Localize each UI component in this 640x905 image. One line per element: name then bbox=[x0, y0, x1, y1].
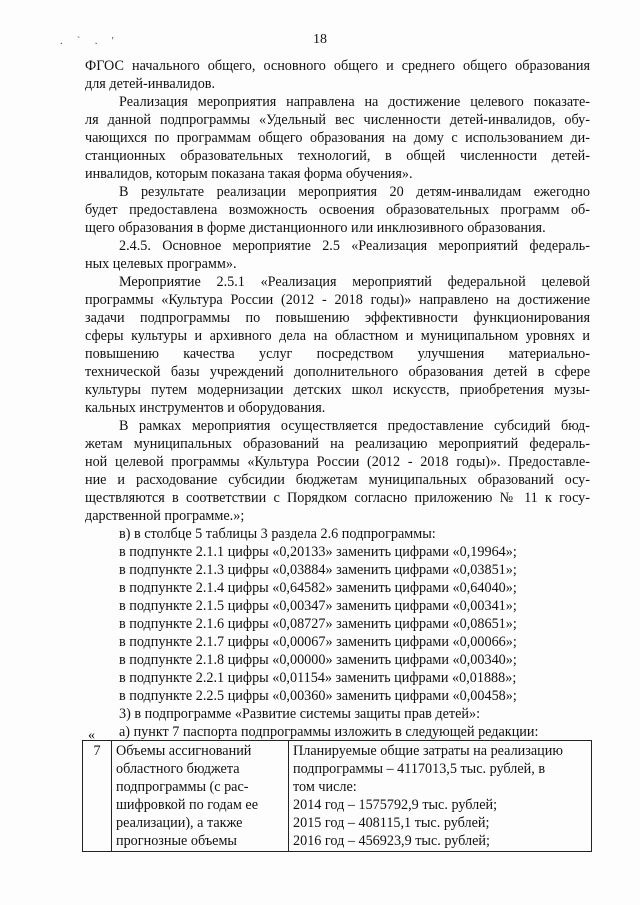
name-line: подпрограммы (с рас- bbox=[116, 779, 249, 795]
value-line: подпрограммы – 4117013,5 тыс. рублей, в bbox=[293, 761, 546, 777]
table-row bbox=[83, 741, 592, 852]
paragraph-line: в) в столбце 5 таблицы 3 раздела 2.6 подпрограммы: bbox=[119, 526, 436, 542]
value-line: том числе: bbox=[293, 779, 357, 795]
row-name-cell bbox=[112, 741, 289, 852]
paragraph-line: ществляются в соответствии с Порядком согласно приложению № 11 к госу- bbox=[85, 490, 590, 506]
paragraph-line: в подпункте 2.1.1 цифры «0,20133» заменить цифрами «0,19964»; bbox=[119, 544, 517, 560]
paragraph-line: повышению качества услуг посредством улучшения материально- bbox=[85, 346, 590, 362]
paragraph-line: культуры путем модернизации детских школ искусств, приобретения музы- bbox=[85, 382, 590, 398]
value-line: 2016 год – 456923,9 тыс. рублей; bbox=[293, 833, 490, 849]
paragraph-line: 3) в подпрограмме «Развитие системы защиты прав детей»: bbox=[119, 706, 481, 722]
paragraph-line: ля данной подпрограммы «Удельный вес численности детей-инвалидов, обу- bbox=[85, 112, 590, 128]
value-line: 2015 год – 408115,1 тыс. рублей; bbox=[293, 815, 490, 831]
paragraph-line: щего образования в форме дистанционного или инклюзивного образования. bbox=[85, 220, 546, 236]
paragraph-line: будет предоставлена возможность освоения образовательных программ об- bbox=[85, 202, 590, 218]
scan-specks: . ` . ' bbox=[60, 36, 120, 47]
row-value-cell bbox=[289, 741, 592, 852]
paragraph-line: в подпункте 2.2.1 цифры «0,01154» заменить цифрами «0,01888»; bbox=[119, 670, 517, 686]
paragraph-line: ФГОС начального общего, основного общего и среднего общего образования bbox=[85, 58, 590, 74]
name-line: реализации), а также bbox=[116, 815, 243, 831]
paragraph-line: задачи подпрограммы по повышению эффективности функционирования bbox=[85, 310, 590, 326]
paragraph-line: в подпункте 2.2.5 цифры «0,00360» заменить цифрами «0,00458»; bbox=[119, 688, 517, 704]
paragraph-line: чающихся по программам общего образования на дому с использованием ди- bbox=[85, 130, 590, 146]
paragraph-line: сферы культуры и архивного дела на областном и муниципальном уровнях и bbox=[85, 328, 590, 344]
paragraph-line: ных целевых программ». bbox=[85, 256, 237, 272]
paragraph-line: программы «Культура России (2012 - 2018 годы)» направлено на достижение bbox=[85, 292, 590, 308]
row-number-cell: 7 bbox=[83, 741, 112, 852]
name-line: областного бюджета bbox=[116, 761, 240, 777]
paragraph-line: в подпункте 2.1.5 цифры «0,00347» заменить цифрами «0,00341»; bbox=[119, 598, 517, 614]
value-line: Планируемые общие затраты на реализацию bbox=[293, 743, 563, 759]
paragraph-line: станционных образовательных технологий, в общей численности детей- bbox=[85, 148, 590, 164]
paragraph-line: кальных инструментов и оборудования. bbox=[85, 400, 326, 416]
document-body bbox=[85, 57, 590, 741]
subprogram-passport-table bbox=[82, 740, 592, 852]
page-number: 18 bbox=[313, 32, 327, 47]
value-line: 2014 год – 1575792,9 тыс. рублей; bbox=[293, 797, 498, 813]
paragraph-line: Реализация мероприятия направлена на достижение целевого показате- bbox=[119, 94, 590, 110]
paragraph-line: 2.4.5. Основное мероприятие 2.5 «Реализация мероприятий федераль- bbox=[119, 238, 590, 254]
name-line: Объемы ассигнований bbox=[116, 743, 252, 759]
paragraph-line: в подпункте 2.1.6 цифры «0,08727» заменить цифрами «0,08651»; bbox=[119, 616, 517, 632]
name-line: шифровкой по годам ее bbox=[116, 797, 259, 813]
paragraph-line: жетам муниципальных образований на реализацию мероприятий федераль- bbox=[85, 436, 590, 452]
paragraph-line: в подпункте 2.1.8 цифры «0,00000» заменить цифрами «0,00340»; bbox=[119, 652, 517, 668]
paragraph-line: ние и расходование субсидии бюджетам муниципальных образований осу- bbox=[85, 472, 590, 488]
paragraph-line: дарственной программе.»; bbox=[85, 508, 245, 524]
paragraph-line: для детей-инвалидов. bbox=[85, 76, 216, 92]
paragraph-line: инвалидов, которым показана такая форма обучения». bbox=[85, 166, 413, 182]
paragraph-line: Мероприятие 2.5.1 «Реализация мероприятий федеральной целевой bbox=[119, 274, 590, 290]
paragraph-line: технической базы учреждений дополнительного образования детей в сфере bbox=[85, 364, 590, 380]
paragraph-line: ной целевой программы «Культура России (2012 - 2018 годы)». Предоставле- bbox=[85, 454, 590, 470]
name-line: прогнозные объемы bbox=[116, 833, 237, 849]
paragraph-line: а) пункт 7 паспорта подпрограммы изложить в следующей редакции: bbox=[119, 724, 539, 740]
paragraph-line: в подпункте 2.1.7 цифры «0,00067» заменить цифрами «0,00066»; bbox=[119, 634, 517, 650]
paragraph-line: в подпункте 2.1.3 цифры «0,03884» заменить цифрами «0,03851»; bbox=[119, 562, 517, 578]
opening-quote-mark: « bbox=[88, 728, 95, 743]
paragraph-line: в подпункте 2.1.4 цифры «0,64582» заменить цифрами «0,64040»; bbox=[119, 580, 517, 596]
paragraph-line: В рамках мероприятия осуществляется предоставление субсидий бюд- bbox=[119, 418, 590, 434]
paragraph-line: В результате реализации мероприятия 20 детям-инвалидам ежегодно bbox=[119, 184, 590, 200]
